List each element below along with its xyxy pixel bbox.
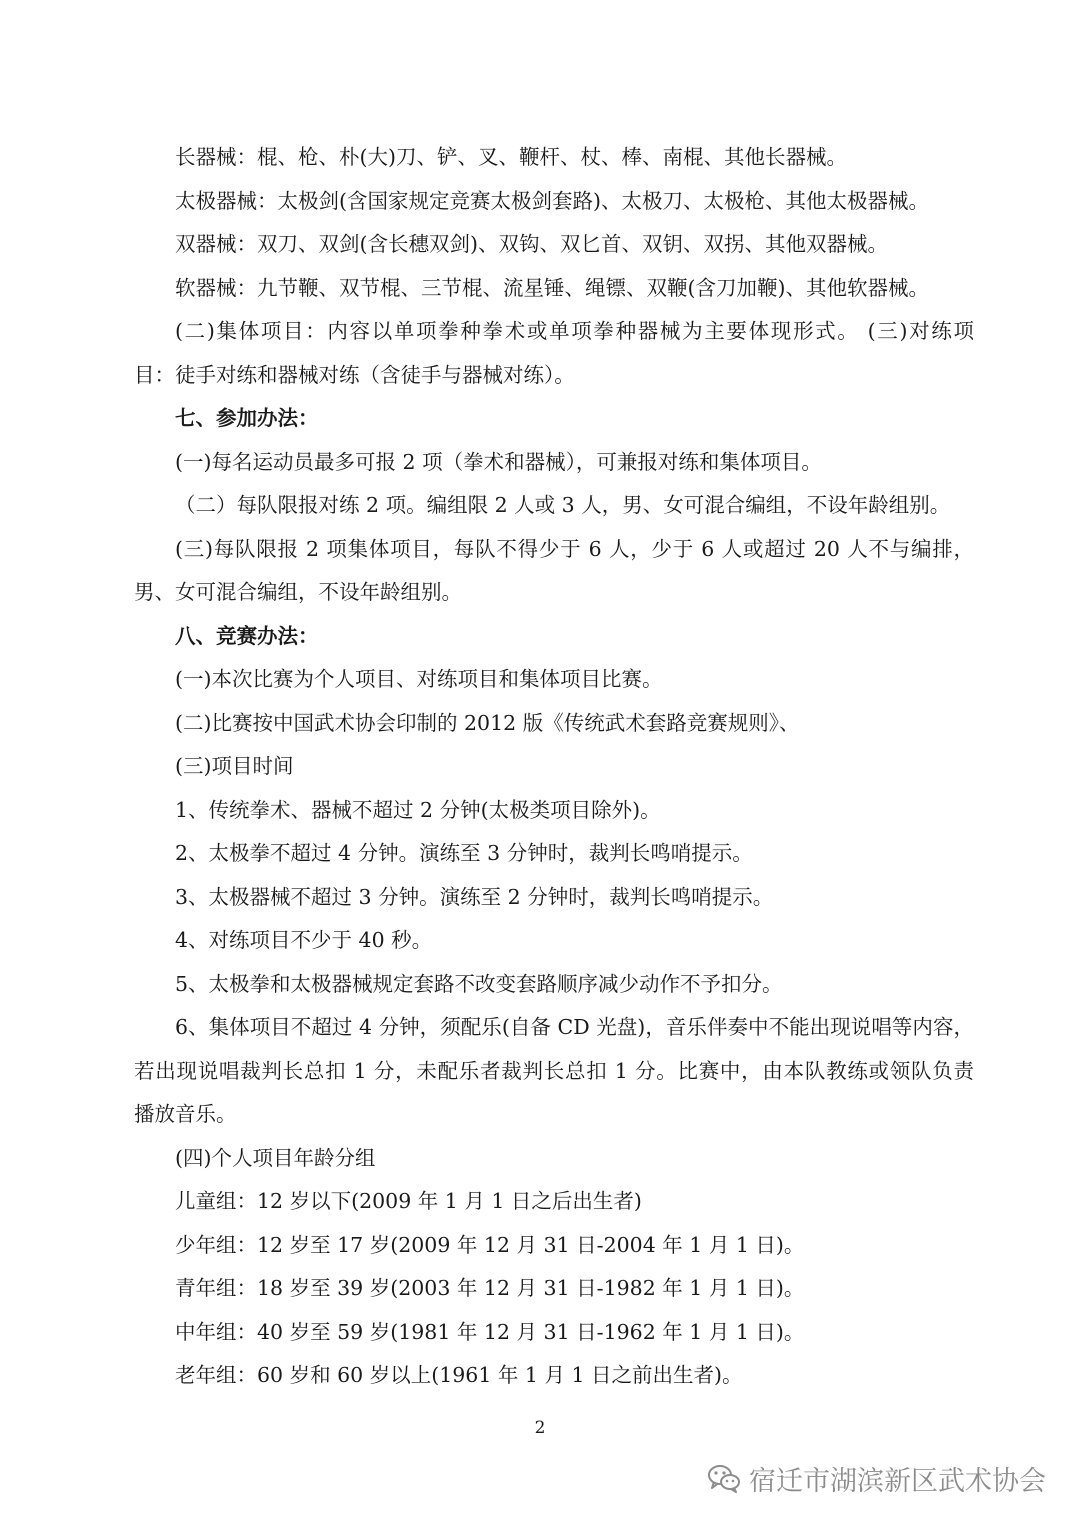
list-item-time-2: 2、太极拳不超过 4 分钟。演练至 3 分钟时，裁判长鸣哨提示。 [175, 841, 753, 865]
paragraph-competition-2: (二)比赛按中国武术协会印制的 2012 版《传统武术套路竞赛规则》、 [175, 710, 800, 735]
wechat-icon [707, 1463, 741, 1493]
list-item-age-middle: 中年组：40 岁至 59 岁(1981 年 12 月 31 日-1962 年 1 月 1 日)。 [175, 1319, 805, 1344]
paragraph-participation-1: (一)每名运动员最多可报 2 项（拳术和器械），可兼报对练和集体项目。 [175, 449, 822, 474]
list-item-time-5: 5、太极拳和太极器械规定套路不改变套路顺序减少动作不予扣分。 [175, 971, 783, 996]
list-item-age-youth: 青年组：18 岁至 39 岁(2003 年 12 月 31 日-1982 年 1 月 1 日)。 [175, 1276, 805, 1300]
paragraph-participation-3-continued: 男、女可混合编组，不设年龄组别。 [134, 580, 462, 604]
paragraph-taiji-weapons: 太极器械：太极剑(含国家规定竞赛太极剑套路)、太极刀、太极枪、其他太极器械。 [175, 188, 929, 213]
list-item-age-juvenile: 少年组：12 岁至 17 岁(2009 年 12 月 31 日-2004 年 1 月 1 日)。 [175, 1232, 805, 1257]
paragraph-age-groups: (四)个人项目年龄分组 [175, 1145, 376, 1170]
list-item-time-4: 4、对练项目不少于 40 秒。 [175, 928, 433, 952]
paragraph-soft-weapons: 软器械：九节鞭、双节棍、三节棍、流星锤、绳镖、双鞭(含刀加鞭)、其他软器械。 [175, 275, 929, 300]
paragraph-competition-3: (三)项目时间 [175, 754, 294, 778]
list-item-time-6: 6、集体项目不超过 4 分钟，须配乐(自备 CD 光盘)，音乐伴奏中不能出现说唱等内容， [175, 1015, 974, 1039]
paragraph-long-weapons: 长器械：棍、枪、朴(大)刀、铲、叉、鞭杆、杖、棒、南棍、其他长器械。 [175, 145, 847, 169]
paragraph-group-events-continued: 目：徒手对练和器械对练（含徒手与器械对练）。 [134, 362, 575, 387]
document-body [134, 136, 974, 1398]
paragraph-competition-1: (一)本次比赛为个人项目、对练项目和集体项目比赛。 [175, 667, 663, 691]
list-item-age-children: 儿童组：12 岁以下(2009 年 1 月 1 日之后出生者) [175, 1189, 642, 1213]
list-item-time-1: 1、传统拳术、器械不超过 2 分钟(太极类项目除外)。 [175, 797, 661, 822]
paragraph-double-weapons: 双器械：双刀、双剑(含长穗双剑)、双钩、双匕首、双钥、双拐、其他双器械。 [175, 232, 888, 256]
paragraph-participation-3: (三)每队限报 2 项集体项目，每队不得少于 6 人，少于 6 人或超过 20 人不与编排， [175, 536, 974, 561]
paragraph-participation-2: （二）每队限报对练 2 项。编组限 2 人或 3 人，男、女可混合编组，不设年龄组别。 [175, 493, 951, 517]
paragraph-group-events: (二)集体项目：内容以单项拳种拳术或单项拳种器械为主要体现形式。 (三)对练项 [175, 319, 974, 343]
list-item-time-3: 3、太极器械不超过 3 分钟。演练至 2 分钟时，裁判长鸣哨提示。 [175, 884, 774, 909]
list-item-age-senior: 老年组：60 岁和 60 岁以上(1961 年 1 月 1 日之前出生者)。 [175, 1363, 743, 1387]
section-heading-participation: 七、参加办法： [175, 406, 319, 430]
section-heading-competition: 八、竞赛办法： [175, 623, 319, 648]
list-item-time-6-end: 播放音乐。 [134, 1102, 237, 1126]
page-number: 2 [534, 1418, 546, 1438]
watermark-text: 宿迁市湖滨新区武术协会 [749, 1465, 1046, 1497]
watermark [707, 1458, 1046, 1498]
list-item-time-6-continued: 若出现说唱裁判长总扣 1 分，未配乐者裁判长总扣 1 分。比赛中，由本队教练或领队负责 [134, 1058, 974, 1083]
